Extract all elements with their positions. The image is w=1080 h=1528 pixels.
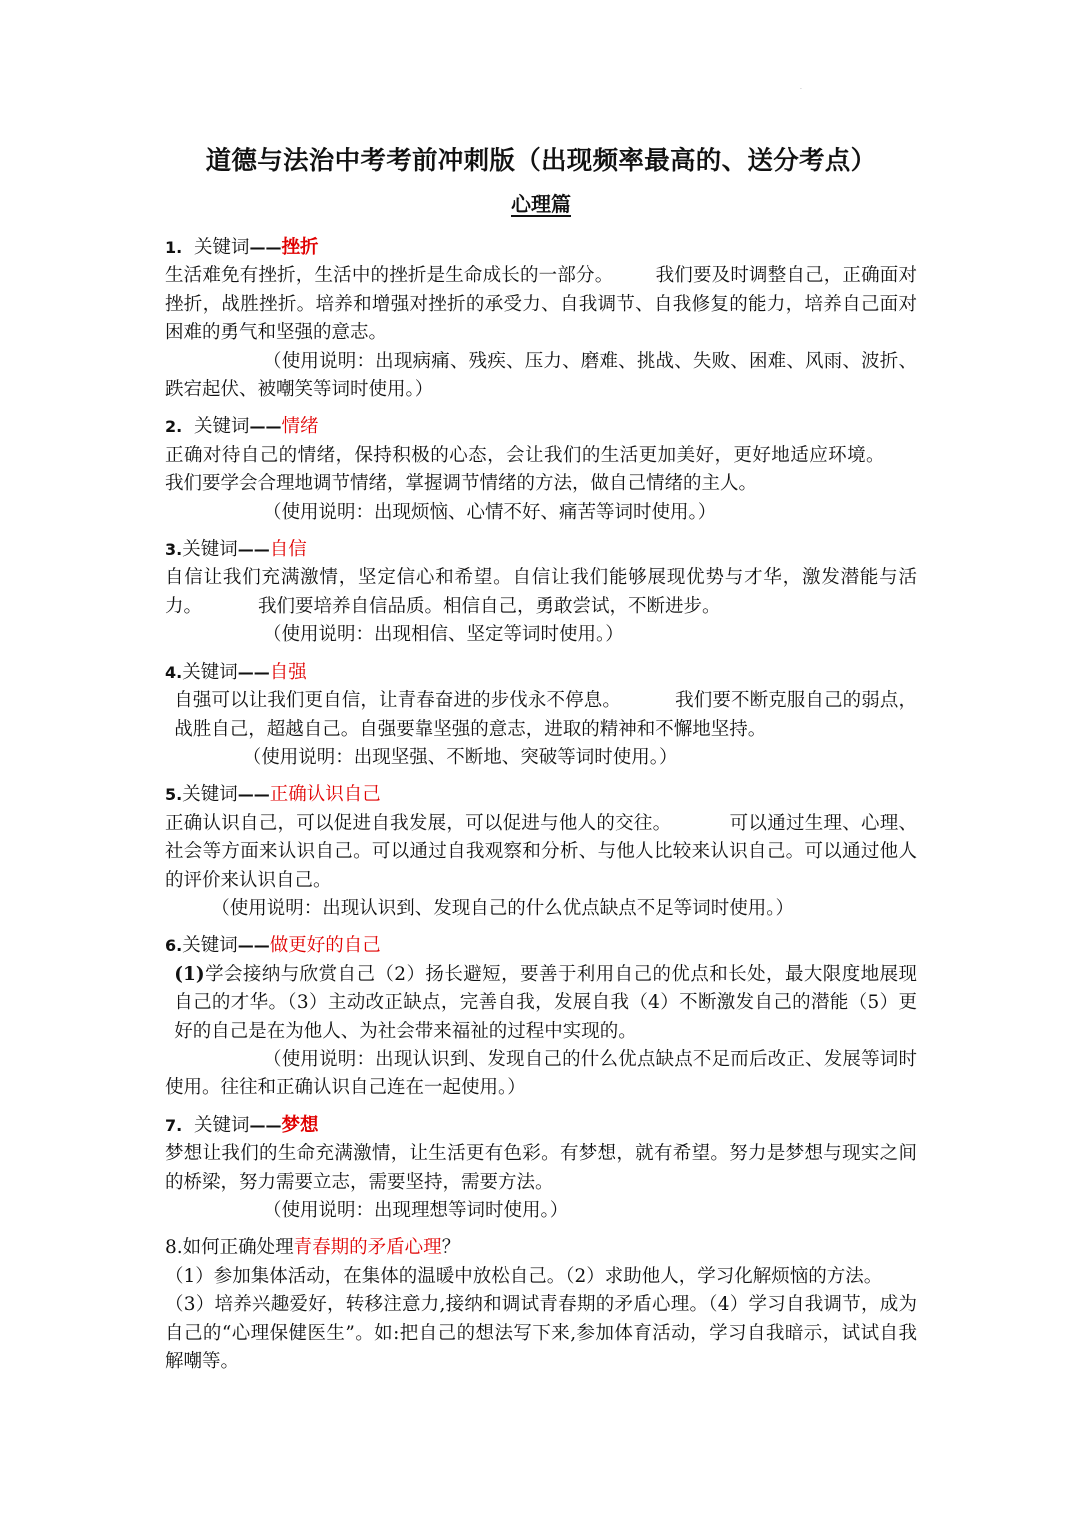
section-2	[165, 413, 917, 527]
section-number: 5.	[165, 785, 183, 805]
section-heading	[165, 536, 917, 564]
section-keyword: 梦想	[281, 1114, 319, 1136]
section-heading	[165, 659, 917, 687]
section-keyword: 自信	[269, 539, 307, 561]
section-dash: ——	[237, 785, 270, 805]
section-keyword: 情绪	[281, 416, 319, 438]
section-heading	[165, 781, 917, 809]
section-label: 关键词	[182, 784, 238, 806]
usage-note: （使用说明：出现认识到、发现自己的什么优点缺点不足而后改正、发展等词时使用。往往和正确认识自己连在一起使用。）	[165, 1048, 917, 1099]
section-number: 1.	[165, 238, 183, 257]
section-3	[165, 536, 917, 650]
section-number: 7.	[165, 1115, 183, 1135]
document-title: 道德与法治中考考前冲刺版（出现频率最高的、送分考点）	[205, 146, 877, 176]
section-heading	[165, 1234, 917, 1262]
usage-note: （使用说明：出现烦恼、心情不好、痛苦等词时使用。）	[263, 501, 717, 523]
section-heading	[165, 413, 917, 441]
sections	[165, 234, 917, 1376]
section-dash: ——	[237, 662, 270, 682]
section-body: (1)学会接纳与欣赏自己（2）扬长避短，要善于利用自己的优点和长处，最大限度地展现自己的才华。（3）主动改正缺点，完善自我，发展自我（4）不断激发自己的潜能（5）更好的自己是在为他人、为社会带来福祉的过程中实现的。	[174, 963, 917, 1042]
section-keyword: 做更好的自己	[269, 935, 381, 957]
section-label: 关键词	[193, 1114, 250, 1136]
section-number: 3.	[165, 540, 183, 560]
usage-note: （使用说明：出现相信、坚定等词时使用。）	[263, 624, 624, 646]
usage-note: （使用说明：出现坚强、不断地、突破等词时使用。）	[242, 746, 678, 768]
section-label: 关键词	[182, 935, 238, 957]
section-label: 关键词	[193, 237, 250, 258]
section-keyword: 自强	[269, 661, 307, 683]
section-keyword: 正确认识自己	[269, 784, 381, 806]
section-4	[165, 659, 917, 773]
document-page	[165, 144, 917, 1385]
section-body: 梦想让我们的生命充满激情，让生活更有色彩。有梦想，就有希望。努力是梦想与现实之间的桥梁，努力需要立志，需要坚持，需要方法。	[165, 1143, 917, 1193]
section-body-line-1: （1）参加集体活动，在集体的温暖中放松自己。（2）求助他人，学习化解烦恼的方法。	[165, 1265, 883, 1287]
section-dash: ——	[249, 238, 282, 257]
section-8	[165, 1234, 917, 1376]
section-7	[165, 1112, 917, 1226]
section-6	[165, 932, 917, 1102]
section-label: 关键词	[193, 416, 250, 438]
section-heading	[165, 234, 917, 262]
section-heading	[165, 1112, 917, 1140]
section-1	[165, 234, 917, 404]
section-suffix: ？	[441, 1237, 461, 1259]
usage-note: （使用说明：出现理想等词时使用。）	[263, 1200, 569, 1221]
section-label: 关键词	[182, 661, 238, 683]
section-5	[165, 781, 917, 923]
section-body-line-2: （3）培养兴趣爱好，转移注意力,接纳和调试青春期的矛盾心理。（4）学习自我调节，成为自己的“心理保健医生”。如:把自己的想法写下来,参加体育活动，学习自我暗示，试试自我解嘲等。	[165, 1294, 917, 1373]
section-body: 正确对待自己的情绪，保持积极的心态，会让我们的生活更加美好，更好地适应环境。我们要学会合理地调节情绪，掌握调节情绪的方法，做自己情绪的主人。	[165, 444, 885, 495]
section-number: 2.	[165, 417, 183, 437]
usage-note: （使用说明：出现病痛、残疾、压力、磨难、挑战、失败、困难、风雨、波折、跌宕起伏、被嘲笑等词时使用。）	[165, 350, 917, 401]
section-dash: ——	[249, 1115, 282, 1135]
section-heading	[165, 932, 917, 960]
usage-note: （使用说明：出现认识到、发现自己的什么优点缺点不足等词时使用。）	[211, 897, 795, 919]
section-number: 6.	[165, 936, 183, 956]
section-body: 正确认识自己，可以促进自我发展，可以促进与他人的交往。 可以通过生理、心理、社会等方面来认识自己。可以通过自我观察和分析、与他人比较来认识自己。可以通过他人的评价来认识自己。	[165, 812, 917, 891]
section-body: 自强可以让我们更自信，让青春奋进的步伐永不停息。 我们要不断克服自己的弱点，战胜自己，超越自己。自强要靠坚强的意志，进取的精神和不懈地坚持。	[174, 690, 917, 740]
section-number: 8.	[165, 1237, 183, 1259]
section-dash: ——	[237, 936, 270, 956]
section-keyword: 青春期的矛盾心理	[293, 1237, 442, 1259]
section-label: 关键词	[182, 539, 238, 561]
section-body: 自信让我们充满激情，坚定信心和希望。自信让我们能够展现优势与才华，激发潜能与活力。 我们要培养自信品质。相信自己，勇敢尝试，不断进步。	[165, 567, 917, 617]
section-number: 4.	[165, 662, 183, 682]
section-dash: ——	[237, 540, 270, 560]
section-keyword: 挫折	[281, 237, 319, 258]
section-body: 生活难免有挫折，生活中的挫折是生命成长的一部分。 我们要及时调整自己，正确面对挫折，战胜挫折。培养和增强对挫折的承受力、自我调节、自我修复的能力，培养自己面对困难的勇气和坚强的意志。	[165, 265, 917, 344]
section-prefix: 如何正确处理	[182, 1237, 294, 1259]
document-subtitle: 心理篇	[511, 192, 571, 216]
section-dash: ——	[249, 417, 282, 437]
corner-dot: ·	[800, 86, 802, 93]
